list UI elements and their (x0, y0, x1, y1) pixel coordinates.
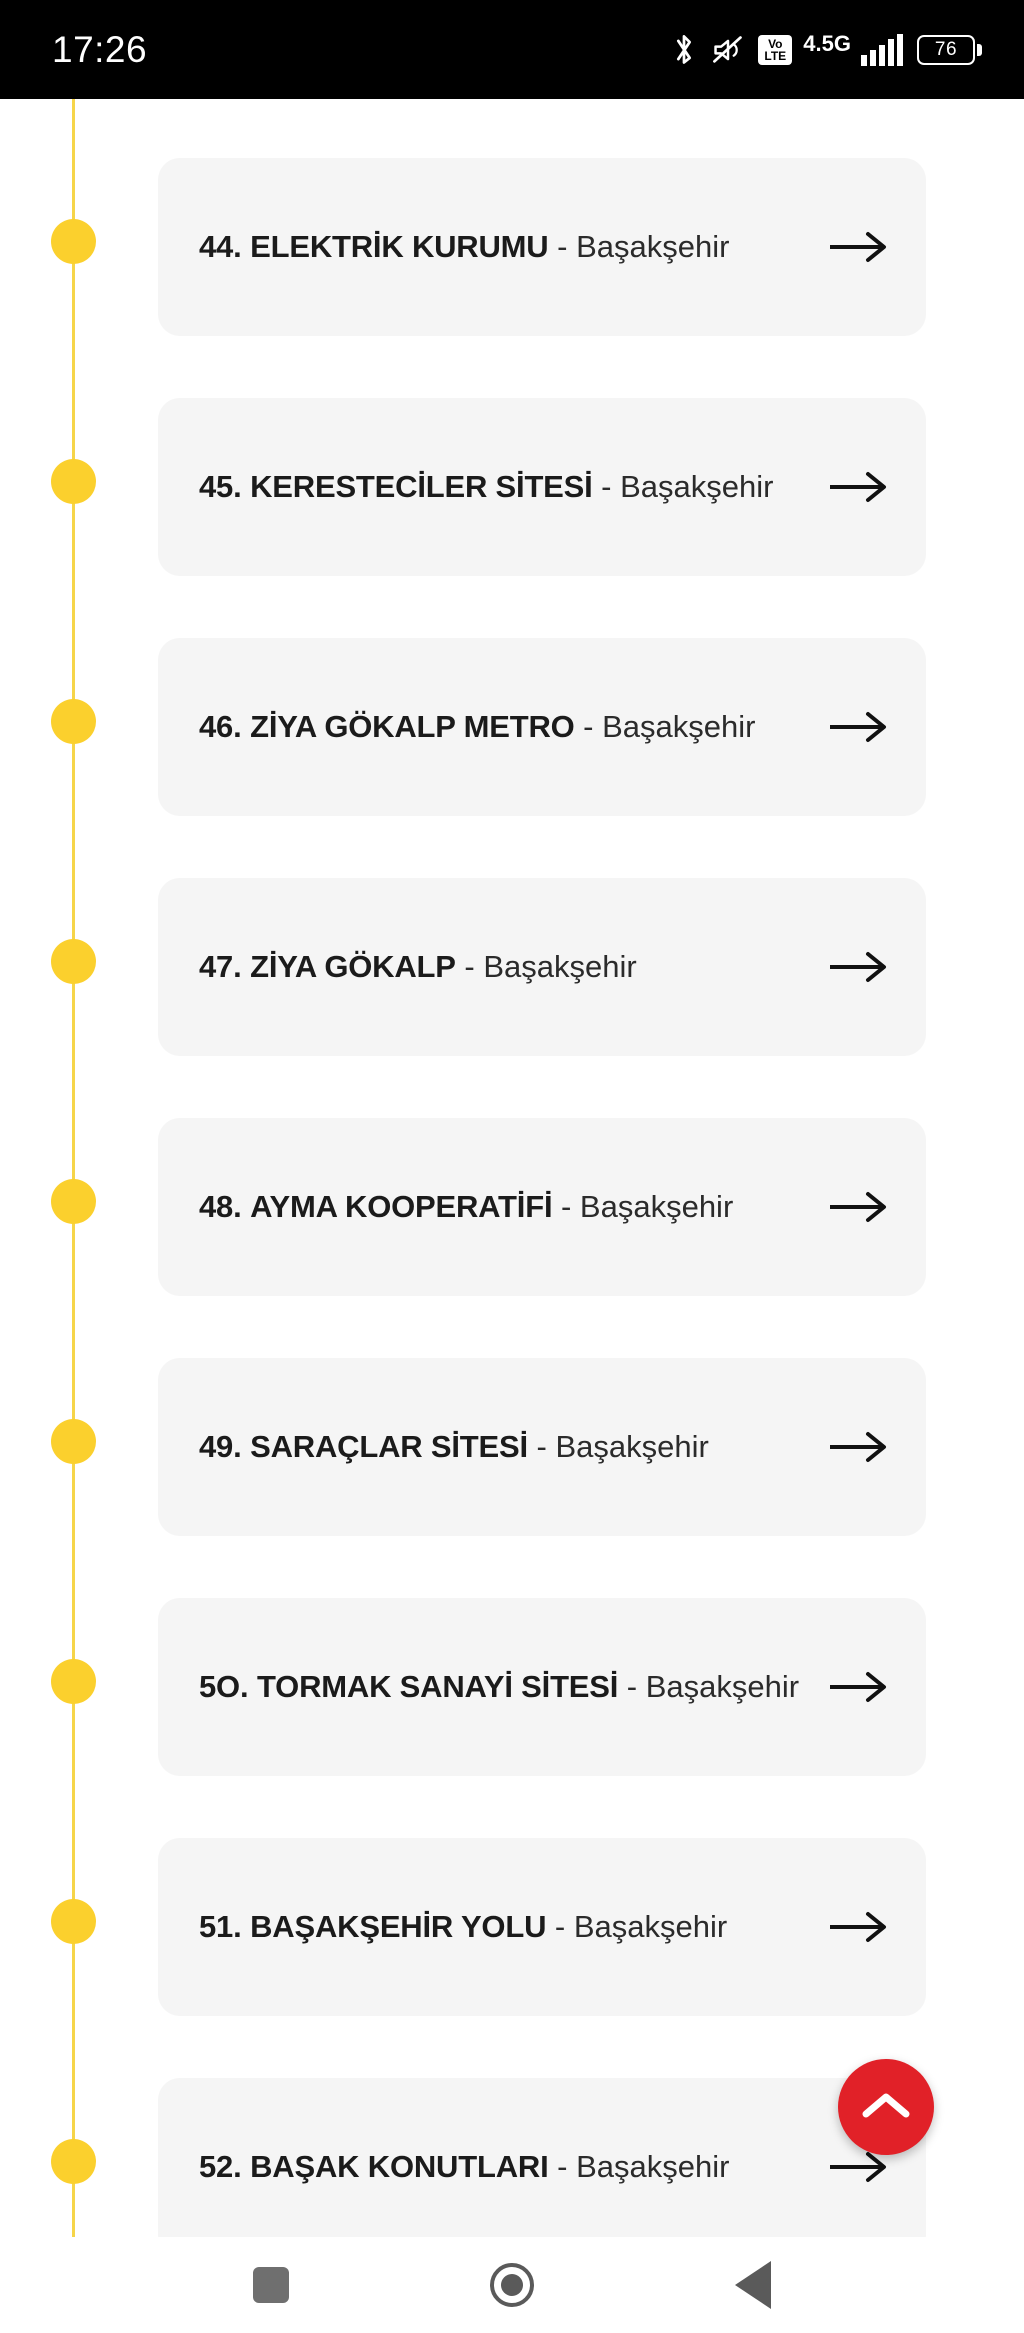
station-number: 47. (199, 949, 242, 984)
station-label (199, 1189, 818, 1225)
station-separator: - (455, 949, 484, 984)
station-district: Başakşehir (620, 469, 774, 504)
list-item[interactable] (0, 370, 1024, 610)
arrow-right-icon[interactable] (828, 2150, 890, 2184)
station-card[interactable] (158, 398, 926, 576)
station-number: 46. (199, 709, 242, 744)
station-separator: - (574, 709, 603, 744)
station-separator: - (618, 1669, 646, 1704)
list-item[interactable] (0, 130, 1024, 370)
battery-cap (977, 44, 982, 56)
station-card[interactable] (158, 878, 926, 1056)
station-number: 5O. (199, 1669, 249, 1704)
station-separator: - (552, 1189, 580, 1224)
station-district: Başakşehir (555, 1429, 709, 1464)
station-district: Başakşehir (576, 229, 730, 264)
station-number: 44. (199, 229, 242, 264)
station-separator: - (548, 2149, 577, 2184)
signal-icon (860, 33, 904, 67)
station-card[interactable] (158, 1598, 926, 1776)
station-label (199, 229, 818, 265)
station-card[interactable] (158, 1838, 926, 2016)
battery-icon (917, 35, 982, 65)
arrow-right-icon[interactable] (828, 1910, 890, 1944)
list-item[interactable] (0, 850, 1024, 1090)
timeline-dot (51, 459, 96, 504)
station-label (199, 2149, 818, 2185)
station-name: BAŞAK KONUTLARI (250, 2149, 549, 2184)
station-district: Başakşehir (579, 1189, 734, 1224)
station-district: Başakşehir (645, 1669, 800, 1704)
timeline-dot (51, 219, 96, 264)
station-list (0, 99, 1024, 2237)
station-separator: - (548, 229, 577, 264)
station-separator: - (546, 1909, 574, 1944)
station-name: ZİYA GÖKALP (250, 949, 456, 984)
triangle-left-icon (735, 2261, 771, 2309)
system-navigation-bar (0, 2237, 1024, 2333)
station-number: 49. (199, 1429, 242, 1464)
timeline-dot (51, 939, 96, 984)
arrow-right-icon[interactable] (828, 1430, 890, 1464)
battery-percent: 76 (917, 35, 975, 65)
home-button[interactable] (467, 2240, 557, 2330)
square-icon (253, 2267, 289, 2303)
station-separator: - (592, 469, 621, 504)
arrow-right-icon[interactable] (828, 1190, 890, 1224)
list-item[interactable] (0, 1570, 1024, 1810)
timeline-dot (51, 2139, 96, 2184)
station-label (199, 1669, 818, 1705)
list-item[interactable] (0, 1330, 1024, 1570)
station-card[interactable] (158, 2078, 926, 2237)
timeline-dot (51, 699, 96, 744)
station-label (199, 1909, 818, 1945)
station-district: Başakşehir (602, 709, 756, 744)
station-name: AYMA KOOPERATİFİ (250, 1189, 553, 1224)
station-number: 45. (199, 469, 242, 504)
station-number: 51. (199, 1909, 242, 1944)
status-bar-clock: 17:26 (52, 28, 148, 70)
network-generation-label: 4.5G (803, 30, 851, 56)
station-label (199, 469, 818, 505)
station-list-scroll-area[interactable] (0, 99, 1024, 2237)
station-name: ELEKTRİK KURUMU (250, 229, 549, 264)
volte-icon: Vo LTE (758, 35, 792, 65)
timeline-dot (51, 1899, 96, 1944)
timeline-dot (51, 1179, 96, 1224)
timeline-dot (51, 1419, 96, 1464)
arrow-right-icon[interactable] (828, 1670, 890, 1704)
recent-apps-button[interactable] (226, 2240, 316, 2330)
station-label (199, 949, 818, 985)
mute-icon (711, 34, 745, 66)
list-item[interactable] (0, 610, 1024, 850)
station-district: Başakşehir (483, 949, 637, 984)
station-number: 48. (199, 1189, 242, 1224)
circle-icon (490, 2263, 534, 2307)
timeline-dot (51, 1659, 96, 1704)
station-card[interactable] (158, 1358, 926, 1536)
station-card[interactable] (158, 158, 926, 336)
station-card[interactable] (158, 638, 926, 816)
scroll-to-top-button[interactable] (838, 2059, 934, 2155)
status-bar-icons (670, 31, 982, 69)
station-label (199, 1429, 818, 1465)
station-name: ZİYA GÖKALP METRO (250, 709, 575, 744)
arrow-right-icon[interactable] (828, 950, 890, 984)
station-label (199, 709, 818, 745)
back-button[interactable] (708, 2240, 798, 2330)
station-name: TORMAK SANAYİ SİTESİ (257, 1669, 619, 1704)
list-item[interactable] (0, 1810, 1024, 2050)
station-card[interactable] (158, 1118, 926, 1296)
station-name: SARAÇLAR SİTESİ (250, 1429, 528, 1464)
station-name: KERESTECİLER SİTESİ (250, 469, 593, 504)
arrow-right-icon[interactable] (828, 230, 890, 264)
bluetooth-icon (670, 33, 698, 67)
station-district: Başakşehir (573, 1909, 728, 1944)
station-number: 52. (199, 2149, 242, 2184)
chevron-up-icon (861, 2090, 911, 2125)
station-district: Başakşehir (576, 2149, 730, 2184)
arrow-right-icon[interactable] (828, 710, 890, 744)
list-item[interactable] (0, 1090, 1024, 1330)
station-separator: - (527, 1429, 556, 1464)
arrow-right-icon[interactable] (828, 470, 890, 504)
status-bar (0, 0, 1024, 99)
station-name: BAŞAKŞEHİR YOLU (250, 1909, 547, 1944)
